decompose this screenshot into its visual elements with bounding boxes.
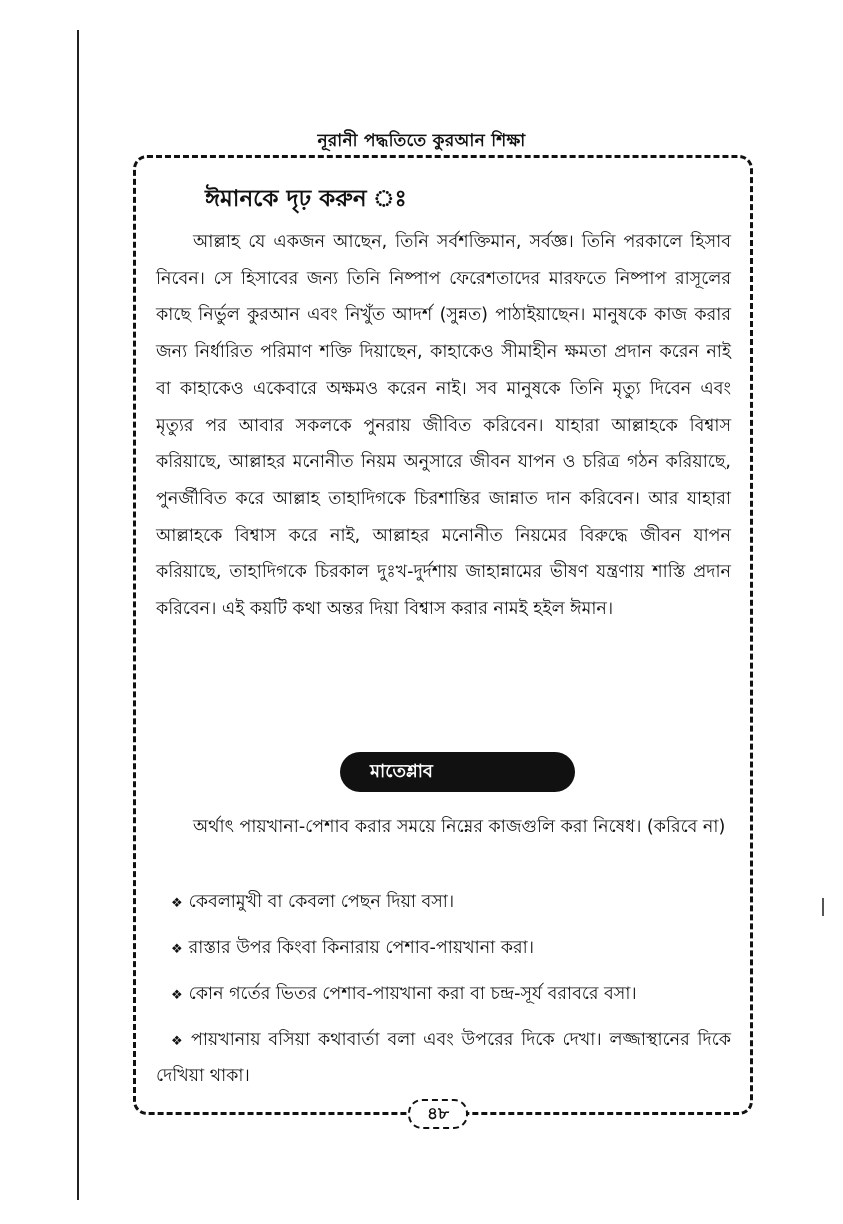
list-item-text: কেবলামুখী বা কেবলা পেছন দিয়া বসা। [188, 892, 455, 912]
prohibition-intro: অর্থাৎ পায়খানা-পেশাব করার সময়ে নিম্নের কাজগুলি করা নিষেধ। (করিবে না) [193, 817, 726, 837]
list-item [156, 931, 731, 967]
list-item-text: পায়খানায় বসিয়া কথাবার্তা বলা এবং উপরের দিকে দেখা। লজ্জাস্থানের দিকে দেখিয়া থাকা। [156, 1030, 731, 1086]
section-banner: মাতেশ্লাব [340, 752, 575, 792]
list-item-text: কোন গর্তের ভিতর পেশাব-পায়খানা করা বা চন্দ্র-সূর্য বরাবরে বসা। [188, 984, 637, 1004]
diamond-bullet-icon: ❖ [171, 988, 183, 1003]
list-item [156, 885, 731, 921]
page-number: ৪৮ [408, 1099, 468, 1129]
list-item-text: রাস্তার উপর কিংবা কিনারায় পেশাব-পায়খানা করা। [188, 938, 534, 958]
section-heading: ঈমানকে দৃঢ় করুন ঃ [205, 186, 407, 212]
prohibition-list [156, 885, 731, 1104]
list-item [156, 1023, 731, 1094]
iman-paragraph: আল্লাহ যে একজন আছেন, তিনি সর্বশক্তিমান, সর্বজ্ঞ। তিনি পরকালে হিসাব নিবেন। সে হিসাবের জন্য তিনি নিষ্পাপ ফেরেশতাদের মারফতে নিষ্পাপ রাসূলের কাছে নির্ভুল কুরআন এবং নিখুঁত আদর্শ (সুন্নত) পাঠাইয়াছেন। মানুষকে কাজ করার জন্য নির্ধারিত পরিমাণ শক্তি দিয়াছেন, কাহাকেও সীমাহীন ক্ষমতা প্রদান করেন নাই বা কাহাকেও একেবারে অক্ষমও করেন নাই। সব মানুষকে তিনি মৃত্যু দিবেন এবং মৃত্যুর পর আবার সকলকে পুনরায় জীবিত করিবেন। যাহারা আল্লাহকে বিশ্বাস করিয়াছে, আল্লাহর মনোনীত নিয়ম অনুসারে জীবন যাপন ও চরিত্র গঠন করিয়াছে, পুনর্জীবিত করে আল্লাহ তাহাদিগকে চিরশান্তির জান্নাত দান করিবেন। আর যাহারা আল্লাহকে বিশ্বাস করে নাই, আল্লাহর মনোনীত নিয়মের বিরুদ্ধে জীবন যাপন করিয়াছে, তাহাদিগকে চিরকাল দুঃখ-দুর্দশায় জাহান্নামের ভীষণ যন্ত্রণায় শাস্তি প্রদান করিবেন। এই কয়টি কথা অন্তর দিয়া বিশ্বাস করার নামই হইল ঈমান। [156, 232, 731, 620]
list-item [156, 977, 731, 1013]
running-head: নূরানী পদ্ধতিতে কুরআন শিক্ষা [317, 131, 526, 151]
scan-mark [822, 898, 824, 916]
diamond-bullet-icon: ❖ [171, 896, 183, 911]
diamond-bullet-icon: ❖ [171, 942, 183, 957]
binding-margin-line [77, 30, 79, 1200]
diamond-bullet-icon: ❖ [171, 1034, 185, 1049]
